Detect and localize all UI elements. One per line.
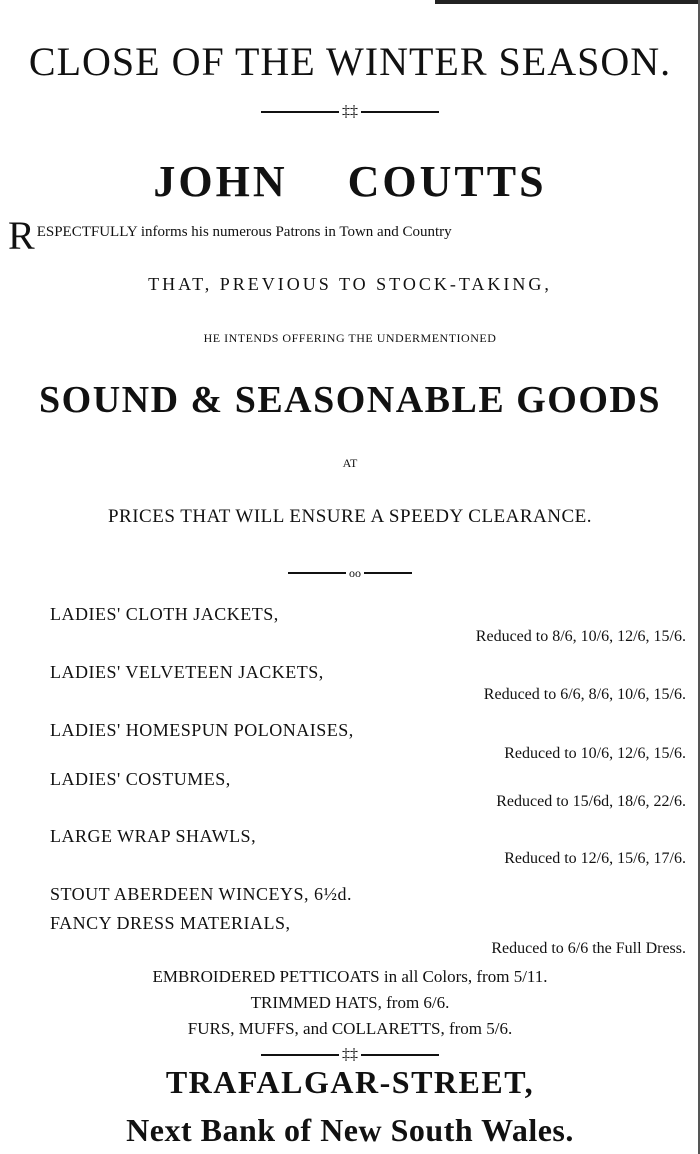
- item-price: Reduced to 6/6, 8/6, 10/6, 15/6.: [483, 686, 686, 703]
- divider-top: [0, 100, 700, 121]
- centered-item: TRIMMED HATS, from 6/6.: [250, 993, 450, 1012]
- item-price: Reduced to 8/6, 10/6, 12/6, 15/6.: [475, 628, 686, 645]
- rule-left: [288, 572, 346, 574]
- centered-item: FURS, MUFFS, and COLLARETTS, from 5/6.: [187, 1019, 513, 1038]
- item-name: FANCY DRESS MATERIALS,: [50, 913, 291, 933]
- rule-left: [261, 1054, 339, 1056]
- item-price: Reduced to 12/6, 15/6, 17/6.: [504, 850, 686, 867]
- rule-right: [361, 111, 439, 113]
- item-price: Reduced to 10/6, 12/6, 15/6.: [504, 745, 686, 762]
- oo-ornament: oo: [349, 565, 361, 580]
- item-name: LADIES' HOMESPUN POLONAISES,: [50, 720, 354, 740]
- item-name: LADIES' VELVETEEN JACKETS,: [50, 662, 324, 682]
- intends-line: HE INTENDS OFFERING THE UNDERMENTIONED: [203, 331, 497, 345]
- merchant-name: [0, 156, 700, 207]
- stock-taking-line: THAT, PREVIOUS TO STOCK-TAKING,: [148, 274, 552, 294]
- street-address: TRAFALGAR-STREET,: [165, 1064, 535, 1100]
- rule-right: [361, 1054, 439, 1056]
- location-line: Next Bank of New South Wales.: [126, 1112, 574, 1148]
- centered-item: EMBROIDERED PETTICOATS in all Colors, from 5/11.: [152, 967, 548, 986]
- double-dagger-ornament: ‡‡: [342, 1046, 358, 1063]
- item-name: LARGE WRAP SHAWLS,: [50, 826, 257, 846]
- top-rule: [435, 0, 700, 4]
- item-price: Reduced to 6/6 the Full Dress.: [491, 940, 686, 957]
- rule-left: [261, 111, 339, 113]
- at-line: AT: [342, 456, 358, 470]
- intro-line: [8, 213, 452, 258]
- merchant-first-name: JOHN: [153, 157, 288, 206]
- item-name: LADIES' CLOTH JACKETS,: [50, 604, 279, 624]
- rule-right: [364, 572, 412, 574]
- drop-cap: R: [8, 213, 35, 258]
- goods-heading: SOUND & SEASONABLE GOODS: [39, 379, 661, 421]
- headline: CLOSE OF THE WINTER SEASON.: [28, 39, 672, 84]
- merchant-last-name: COUTTS: [347, 157, 547, 206]
- item-name: LADIES' COSTUMES,: [50, 769, 231, 789]
- prices-line: PRICES THAT WILL ENSURE A SPEEDY CLEARANCE.: [107, 506, 593, 527]
- intro-text: ESPECTFULLY informs his numerous Patrons in Town and Country: [36, 224, 452, 240]
- item-name: STOUT ABERDEEN WINCEYS, 6½d.: [50, 884, 353, 904]
- divider-bottom: [0, 1043, 700, 1064]
- item-price: Reduced to 15/6d, 18/6, 22/6.: [496, 793, 686, 810]
- divider-middle: [0, 561, 700, 581]
- double-dagger-ornament: ‡‡: [342, 103, 358, 120]
